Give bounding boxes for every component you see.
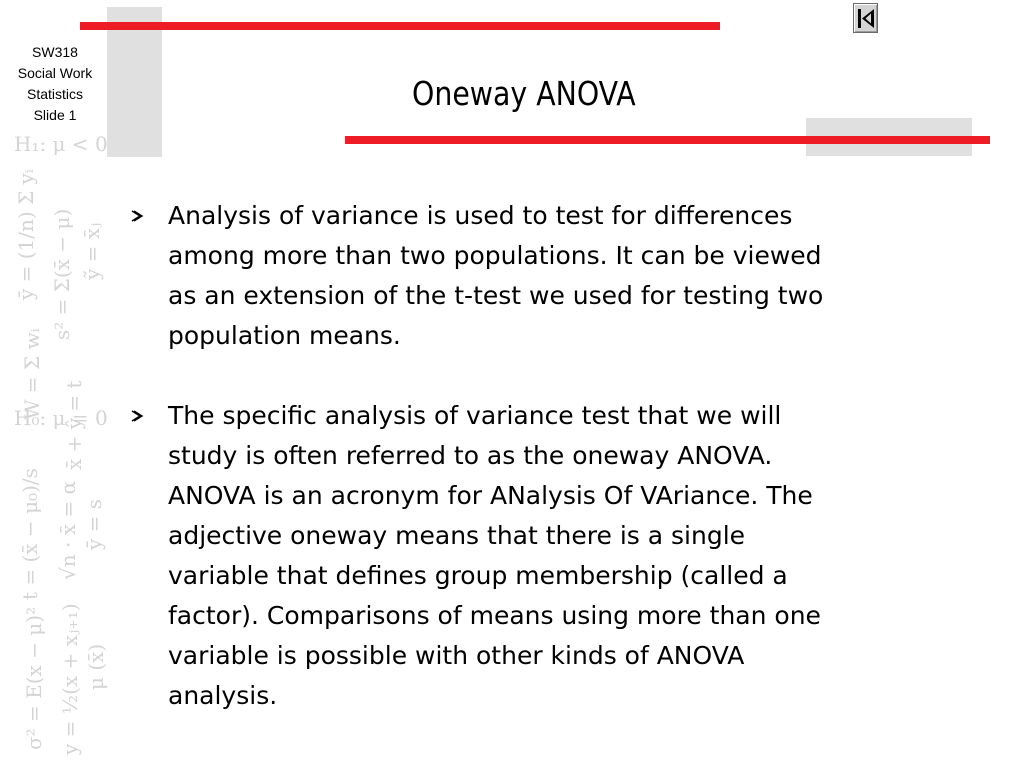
bullet-line: study is often referred to as the oneway ANOVA. [168, 441, 773, 470]
bullet-text [168, 196, 990, 356]
course-code: SW318 [32, 44, 78, 60]
bullet-line: factor). Comparisons of means using more than one [168, 601, 821, 630]
bullet-line: analysis. [168, 681, 278, 710]
bullet-line: Analysis of variance is used to test for differences [168, 201, 793, 230]
formula-watermark: H₁: μ < 0 ȳ = (1/n) Σ yᵢ s² = Σ(x̄ − μ) ỹ = x̄ⱼ W = Σ wᵢ x̄ + ŷ = t H₀: μ = 0 t = (x̄ − μ₀)/s √n · x̄ = α ȳ = s σ² = E(x − μ)² y = ½(x + xⱼ₊₁) μ (x̄) [14, 132, 108, 755]
bullet-item-1 [130, 196, 990, 356]
course-name-line1: Social Work [17, 65, 93, 81]
first-slide-button[interactable] [853, 3, 878, 33]
slide-course-label [6, 42, 104, 126]
bullet-line: among more than two populations. It can be viewed [168, 241, 822, 270]
slide-content [130, 196, 990, 756]
decor-red-line-bottom [345, 136, 990, 144]
arrow-bullet-icon [130, 209, 144, 223]
page-title: Oneway ANOVA [412, 74, 636, 113]
bullet-line: ANOVA is an acronym for ANalysis Of VAriance. The [168, 481, 813, 510]
bullet-line: variable is possible with other kinds of ANOVA [168, 641, 745, 670]
slide-number: Slide 1 [33, 107, 77, 123]
bullet-line: as an extension of the t-test we used for testing two [168, 281, 824, 310]
arrow-bullet-icon [130, 409, 144, 423]
bullet-text [168, 396, 990, 716]
bullet-line: The specific analysis of variance test that we will [168, 401, 782, 430]
bullet-line: population means. [168, 321, 401, 350]
bullet-line: adjective oneway means that there is a single [168, 521, 746, 550]
decor-red-line-top [80, 22, 720, 30]
first-slide-icon [857, 8, 876, 29]
bullet-item-2 [130, 396, 990, 716]
course-name-line2: Statistics [26, 86, 83, 102]
bullet-line: variable that defines group membership (called a [168, 561, 788, 590]
